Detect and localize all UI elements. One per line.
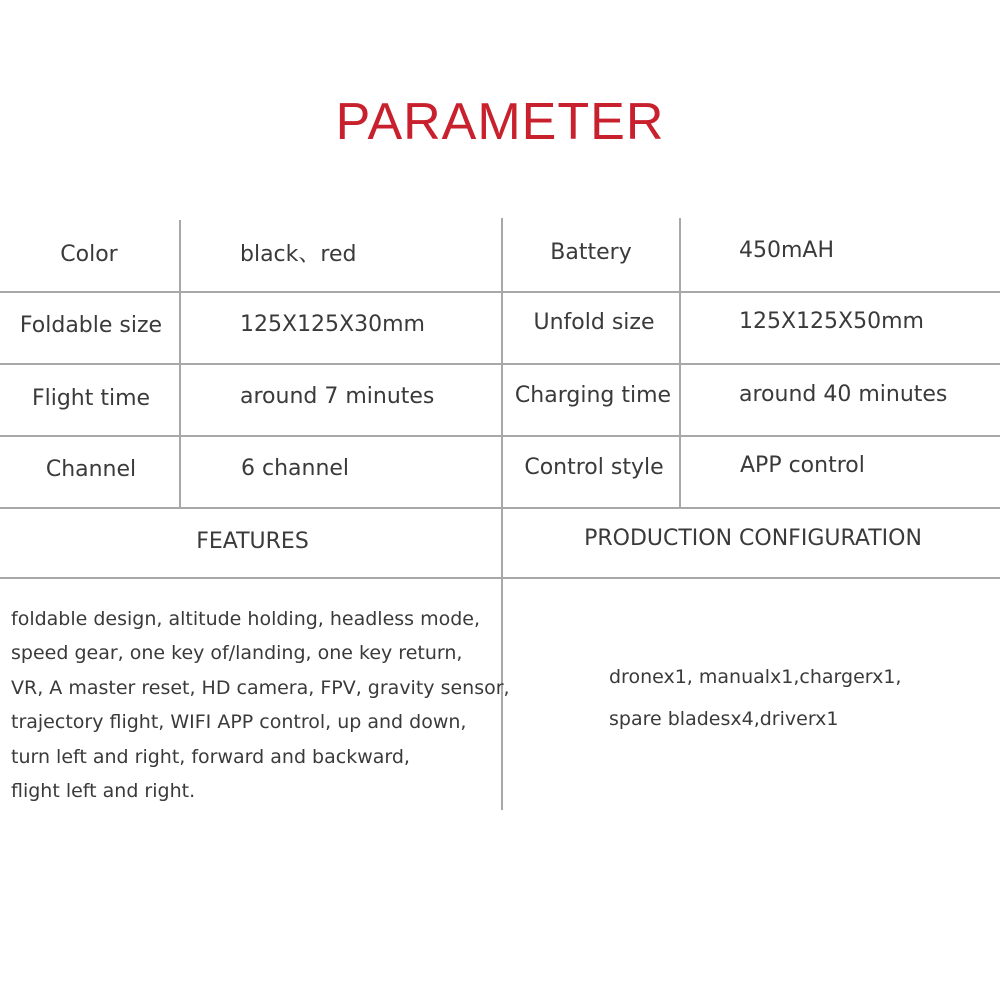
features-line: turn left and right, forward and backward, <box>11 745 410 768</box>
page-title: PARAMETER <box>335 93 665 151</box>
spec-value: 125X125X30mm <box>240 312 425 337</box>
configuration-line: dronex1, manualx1,chargerx1, <box>609 666 902 688</box>
spec-value: APP control <box>740 453 865 478</box>
spec-value: around 40 minutes <box>739 382 948 407</box>
features-line: flight left and right. <box>11 780 196 803</box>
spec-value: 450mAH <box>739 238 835 263</box>
spec-label: Channel <box>45 457 137 482</box>
table-divider <box>0 507 1000 509</box>
configuration-line: spare bladesx4,driverx1 <box>609 708 839 730</box>
spec-label: Flight time <box>31 386 151 411</box>
spec-label: Color <box>60 242 118 267</box>
spec-value: 125X125X50mm <box>739 309 924 334</box>
spec-label: Battery <box>550 240 632 265</box>
features-line: trajectory flight, WIFI APP control, up and down, <box>11 711 467 734</box>
table-divider <box>0 577 1000 579</box>
features-line: foldable design, altitude holding, headless mode, <box>11 608 481 630</box>
spec-value: around 7 minutes <box>240 384 435 409</box>
spec-label: Charging time <box>514 383 672 408</box>
spec-value: black、red <box>240 242 357 267</box>
features-line: speed gear, one key of/landing, one key return, <box>11 642 463 665</box>
configuration-heading: PRODUCTION CONFIGURATION <box>584 526 922 551</box>
features-line: VR, A master reset, HD camera, FPV, gravity sensor, <box>11 676 510 699</box>
spec-label: Unfold size <box>533 310 655 335</box>
spec-label: Control style <box>524 455 664 480</box>
features-list <box>11 602 510 808</box>
configuration-list <box>609 656 901 740</box>
table-divider <box>0 435 1000 437</box>
spec-label: Foldable size <box>19 313 163 338</box>
table-divider <box>0 363 1000 365</box>
table-divider <box>0 291 1000 293</box>
spec-value: 6 channel <box>241 456 350 481</box>
features-heading: FEATURES <box>196 529 309 554</box>
